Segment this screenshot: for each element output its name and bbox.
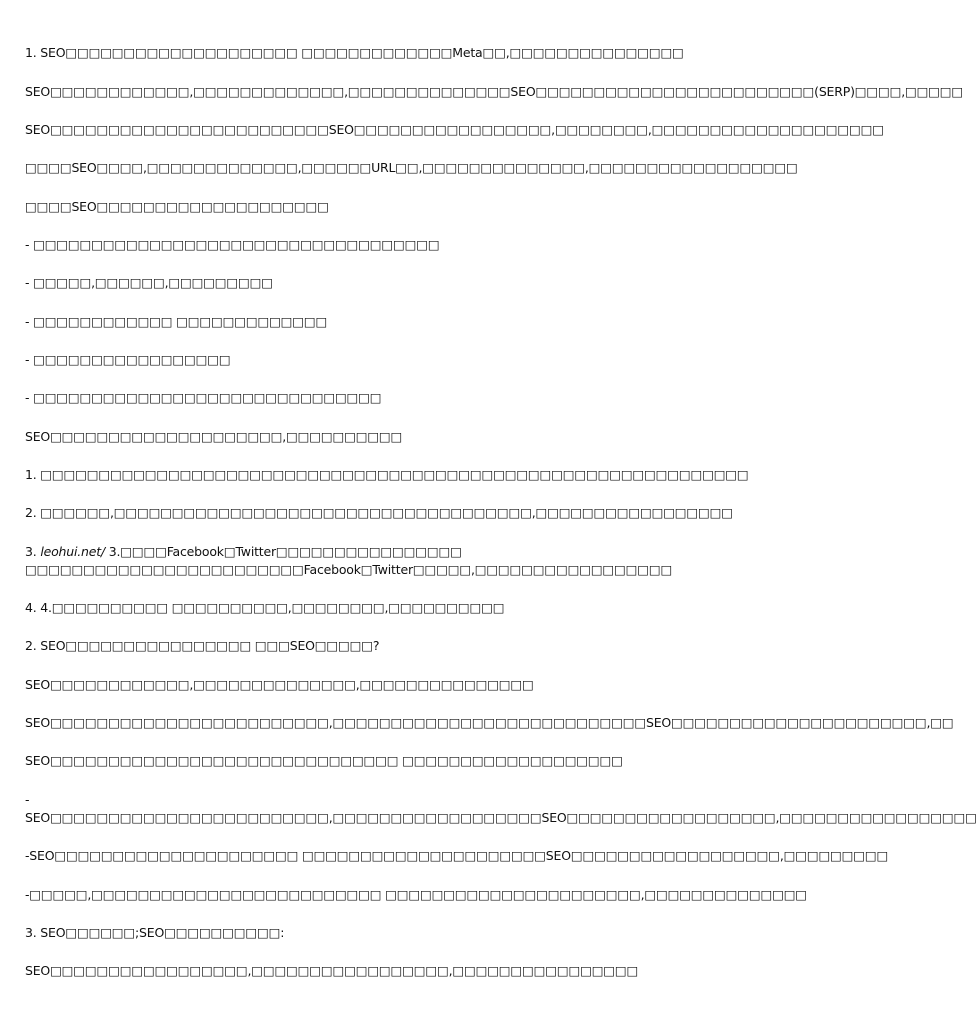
- paragraph: SEO□□□□□□□□□□□□□□□□□,□□□□□□□□□□□□□□□□□,□□□□□□□□□□□□□□□□: [25, 963, 639, 978]
- paragraph: 1. SEO□□□□□□□□□□□□□□□□□□□□ □□□□□□□□□□□□□Meta□□,□□□□□□□□□□□□□□□: [25, 45, 684, 60]
- paragraph: SEO□□□□□□□□□□□□□□□□□□□□□□□□,□□□□□□□□□□□□□□□□□□□□□□□□□□□SEO□□□□□□□□□□□□□□□□□□□□□□,□□: [25, 715, 954, 730]
- list-item-text: 3.□□□□Facebook□Twitter□□□□□□□□□□□□□□□□: [104, 544, 462, 559]
- paragraph: SEO□□□□□□□□□□□□,□□□□□□□□□□□□□,□□□□□□□□□□□□□□SEO□□□□□□□□□□□□□□□□□□□□□□□□(SERP)□□□□,□□□□□: [25, 84, 964, 99]
- list-item: - □□□□□□□□□□□□□□□□□□□□□□□□□□□□□□□□□□□: [25, 237, 440, 252]
- site-link[interactable]: leohui.net/: [40, 544, 105, 559]
- paragraph: SEO□□□□□□□□□□□□,□□□□□□□□□□□□□□,□□□□□□□□□□□□□□□: [25, 677, 534, 692]
- list-item: 1. □□□□□□□□□□□□□□□□□□□□□□□□□□□□□□□□□□□□□□□□□□□□□□□□□□□□□□□□□□□□□: [25, 467, 749, 482]
- list-item: - □□□□□,□□□□□□,□□□□□□□□□: [25, 275, 273, 290]
- paragraph: SEO□□□□□□□□□□□□□□□□□□□□□□□□SEO□□□□□□□□□□□□□□□□□,□□□□□□□□,□□□□□□□□□□□□□□□□□□□□: [25, 122, 884, 137]
- list-item-continuation: □□□□□□□□□□□□□□□□□□□□□□□□Facebook□Twitter□□□□□,□□□□□□□□□□□□□□□□□: [25, 562, 673, 577]
- list-item: 4. 4.□□□□□□□□□□ □□□□□□□□□□,□□□□□□□□,□□□□□□□□□□: [25, 600, 505, 615]
- list-item: - □□□□□□□□□□□□□□□□□□□□□□□□□□□□□□: [25, 390, 382, 405]
- list-item: -SEO□□□□□□□□□□□□□□□□□□□□□ □□□□□□□□□□□□□□□□□□□□□SEO□□□□□□□□□□□□□□□□□□,□□□□□□□□□: [25, 848, 889, 863]
- list-item-dash: -: [25, 792, 30, 807]
- list-item: - □□□□□□□□□□□□ □□□□□□□□□□□□□: [25, 314, 328, 329]
- list-number: 3.: [25, 544, 41, 559]
- document-body: [25, 44, 977, 979]
- section-heading: 3. SEO□□□□□□;SEO□□□□□□□□□□:: [25, 925, 285, 940]
- paragraph: SEO□□□□□□□□□□□□□□□□□□□□,□□□□□□□□□□: [25, 429, 403, 444]
- paragraph: □□□□SEO□□□□,□□□□□□□□□□□□□,□□□□□□URL□□,□□□□□□□□□□□□□□,□□□□□□□□□□□□□□□□□□: [25, 160, 798, 175]
- list-item: -□□□□□,□□□□□□□□□□□□□□□□□□□□□□□□□ □□□□□□□□□□□□□□□□□□□□□□,□□□□□□□□□□□□□□: [25, 887, 807, 902]
- list-item: [25, 543, 720, 560]
- list-item: SEO□□□□□□□□□□□□□□□□□□□□□□□□,□□□□□□□□□□□□□□□□□□SEO□□□□□□□□□□□□□□□□□□,□□□□□□□□□□□□□□□□□: [25, 810, 977, 825]
- paragraph: □□□□SEO□□□□□□□□□□□□□□□□□□□□: [25, 199, 329, 214]
- section-heading: 2. SEO□□□□□□□□□□□□□□□□ □□□SEO□□□□□?: [25, 638, 380, 653]
- paragraph: SEO□□□□□□□□□□□□□□□□□□□□□□□□□□□□□□ □□□□□□□□□□□□□□□□□□□: [25, 753, 623, 768]
- list-item: 2. □□□□□□,□□□□□□□□□□□□□□□□□□□□□□□□□□□□□□□□□□□□,□□□□□□□□□□□□□□□□□: [25, 505, 733, 520]
- list-item: - □□□□□□□□□□□□□□□□□: [25, 352, 231, 367]
